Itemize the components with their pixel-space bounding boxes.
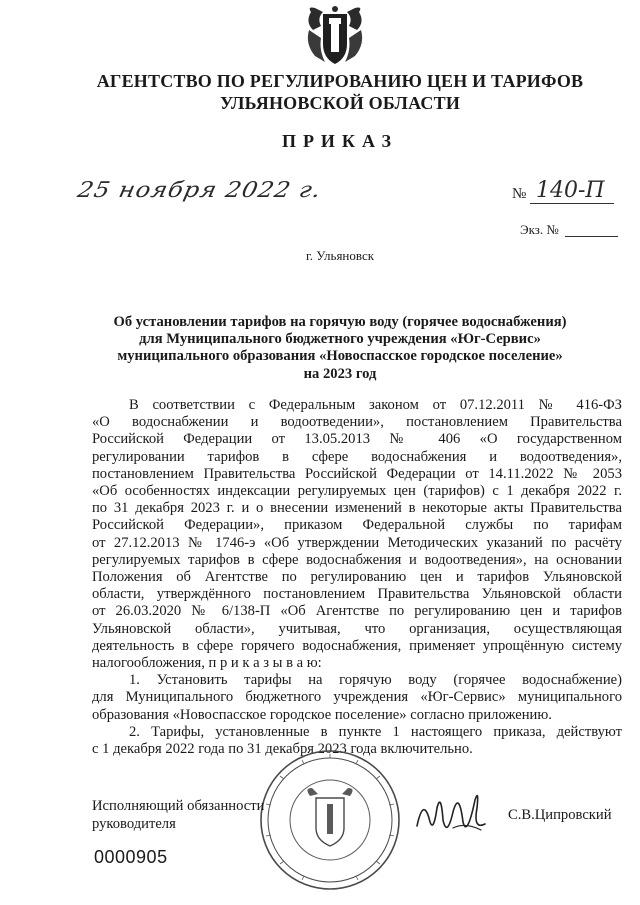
body-line: 2. Тарифы, установленные в пункте 1 настоящего приказа, действуют (129, 723, 622, 740)
signatory-position-line-2: руководителя (92, 815, 176, 832)
body-line: по 31 декабря 2023 г. и о внесении изменений в некоторые акты Правительства (92, 500, 622, 517)
body-line: Положения об Агентстве по регулированию цен и тарифов Ульяновской (92, 569, 622, 586)
order-subject (40, 314, 640, 383)
body-line: деятельность в сфере горячего водоснабжения, применяет упрощённую систему (92, 637, 622, 654)
order-number-label: № (512, 186, 527, 202)
agency-name-line-2: УЛЬЯНОВСКОЙ ОБЛАСТИ (219, 93, 461, 113)
coat-of-arms-emblem-icon (303, 4, 367, 68)
body-line: образования «Новоспасское городское поселение» согласно приложению. (92, 706, 552, 723)
handwritten-date-text: 25 ноября 2022 г. (75, 177, 324, 203)
order-number-underline (530, 203, 614, 204)
agency-name-line-1: АГЕНТСТВО ПО РЕГУЛИРОВАНИЮ ЦЕН И ТАРИФОВ (96, 71, 584, 91)
copy-number-label: Экз. № (520, 222, 559, 237)
subject-line: для Муниципального бюджетного учреждения «Юг-Сервис» (139, 331, 541, 348)
body-line: от 26.03.2020 № 6/138-П «Об Агентстве по регулированию цен и тарифов (92, 603, 622, 620)
body-line: В соответствии с Федеральным законом от 07.12.2011 № 416-ФЗ (129, 397, 622, 413)
document-serial-number: 0000905 (94, 847, 168, 867)
body-line: с 1 декабря 2022 года по 31 декабря 2023 года включительно. (92, 741, 473, 758)
city-name: г. Ульяновск (305, 248, 375, 263)
body-line: 1. Установить тарифы на горячую воду (горячее водоснабжение) (129, 672, 622, 689)
body-line: Российской Федерации», приказом Федеральной службы по тарифам (92, 517, 622, 534)
body-line: регулировании тарифов в сфере водоснабжения и водоотведения», (92, 448, 622, 465)
body-line: «О водоснабжении и водоотведении», постановлением Правительства (92, 414, 622, 431)
body-line: постановлением Правительства Российской Федерации от 14.11.2022 № 2053 (92, 465, 622, 482)
body-line: Ульяновской области», учитывая, что организация, осуществляющая (92, 620, 622, 637)
handwritten-signature (405, 778, 505, 848)
signatory-position (92, 798, 264, 833)
body-line: Российской Федерации от 13.05.2013 № 406 «О государственном (92, 431, 622, 448)
body-line: налогообложения, п р и к а з ы в а ю: (92, 655, 322, 672)
body-line: от 27.12.2013 № 1746-э «Об утверждении Методических указаний по расчёту (92, 534, 622, 551)
official-seal-stamp (258, 748, 402, 892)
handwritten-date (75, 176, 338, 212)
body-line: регулируемых тарифов в сфере водоснабжения и водоотведения», на основании (92, 551, 622, 568)
body-line: для Муниципального бюджетного учреждения «Юг-Сервис» муниципального (92, 689, 622, 706)
subject-line: Об установлении тарифов на горячую воду (горячее водоснабжения) (113, 314, 567, 330)
signatory-position-line-1: Исполняющий обязанности (92, 798, 265, 814)
subject-line: на 2023 год (303, 365, 377, 382)
signatory-name: С.В.Ципровский (508, 807, 612, 823)
document-type-title: ПРИКАЗ (281, 131, 399, 151)
agency-name (40, 70, 640, 114)
handwritten-order-number: 140-П (536, 178, 605, 203)
body-line: области, утверждённого постановлением Правительства Ульяновской области (92, 586, 622, 603)
subject-line: муниципального образования «Новоспасское городское поселение» (117, 348, 563, 365)
order-body (92, 397, 622, 758)
copy-number-underline (565, 236, 618, 237)
body-line: «Об особенностях индексации регулируемых цен (тарифов) с 1 декабря 2022 г. (92, 483, 622, 500)
